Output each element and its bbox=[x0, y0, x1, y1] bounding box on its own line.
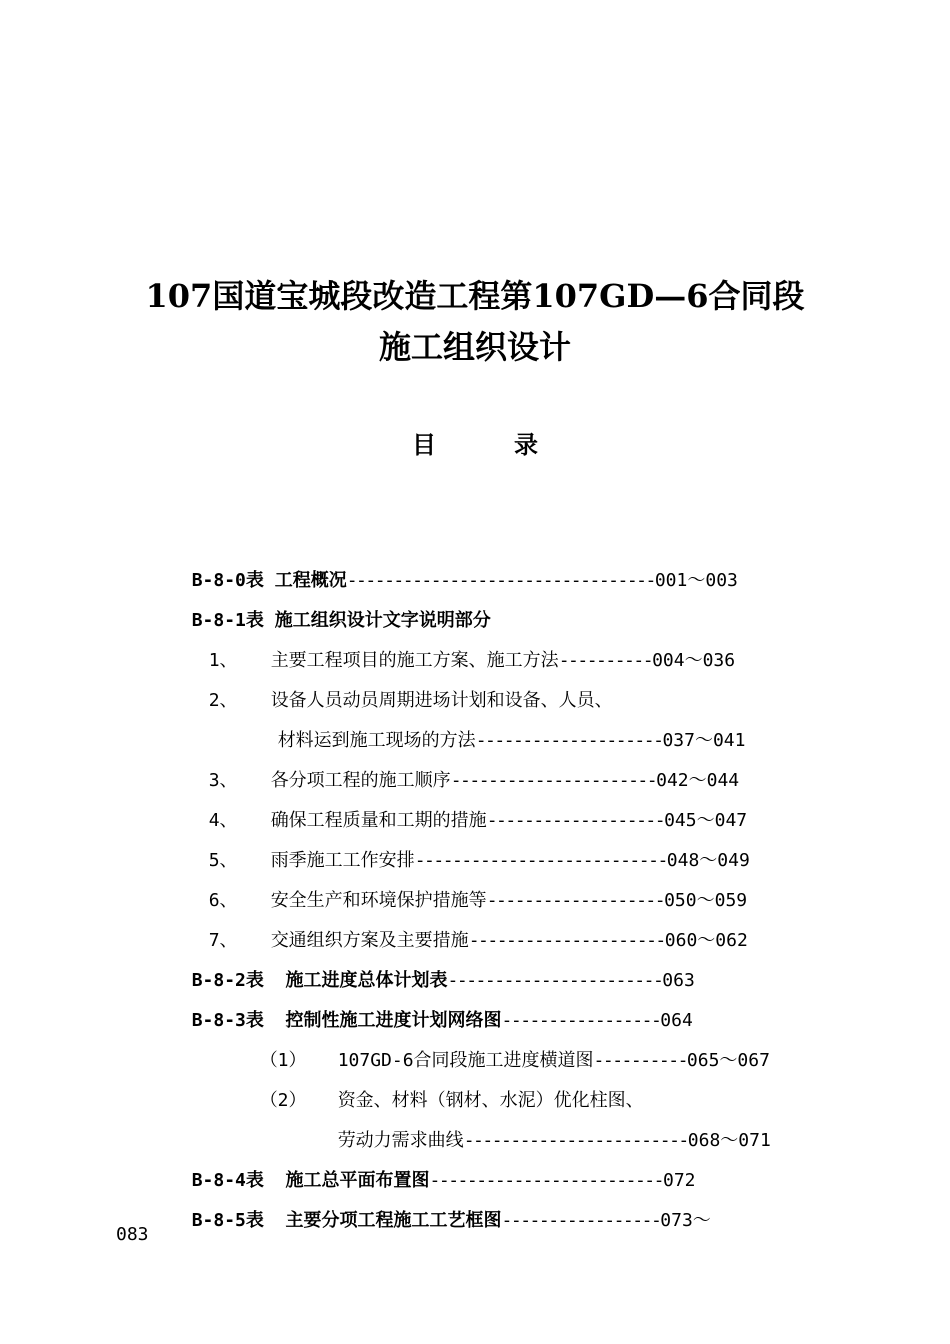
toc-label: B-8-3表 控制性施工进度计划网络图 bbox=[191, 1010, 502, 1031]
toc-number: 6、 bbox=[208, 890, 238, 911]
toc-leader: --------------------- bbox=[468, 930, 665, 951]
toc-leader: --------------------------- bbox=[414, 850, 667, 871]
toc-label: B-8-0表 工程概况 bbox=[191, 570, 347, 591]
toc-label: 资金、材料（钢材、水泥）优化柱图、 bbox=[337, 1090, 644, 1111]
document-title-line-2: 施工组织设计 bbox=[378, 328, 571, 366]
contents-heading-left: 目 bbox=[412, 431, 436, 459]
toc-label: 确保工程质量和工期的措施 bbox=[270, 810, 487, 831]
toc-leader: ----------------- bbox=[501, 1010, 661, 1031]
toc-pages: 060～062 bbox=[664, 930, 748, 951]
toc-pages: 073～ bbox=[660, 1210, 711, 1231]
toc-leader: ------------------------ bbox=[463, 1130, 688, 1151]
toc-label: B-8-5表 主要分项工程施工工艺框图 bbox=[191, 1210, 502, 1231]
toc-label: 雨季施工工作安排 bbox=[270, 850, 415, 871]
toc-leader: ---------- bbox=[593, 1050, 687, 1071]
toc-pages: 065～067 bbox=[686, 1050, 770, 1071]
toc-number: 4、 bbox=[208, 810, 238, 831]
toc-number: 5、 bbox=[208, 850, 238, 871]
toc-leader: ------------------- bbox=[486, 890, 665, 911]
toc-label: 107GD-6合同段施工进度横道图 bbox=[337, 1050, 594, 1071]
toc-leader: ---------- bbox=[558, 650, 653, 671]
toc-pages: 063 bbox=[662, 970, 695, 991]
toc-leader: ----------------- bbox=[501, 1210, 661, 1231]
toc-pages: 068～071 bbox=[687, 1130, 771, 1151]
toc-label: B-8-4表 施工总平面布置图 bbox=[191, 1170, 430, 1191]
toc-pages: 064 bbox=[660, 1010, 693, 1031]
toc-leader: -------------------- bbox=[475, 730, 663, 751]
toc-label: 设备人员动员周期进场计划和设备、人员、 bbox=[270, 690, 613, 711]
contents-heading bbox=[0, 428, 950, 462]
toc-pages: 045～047 bbox=[664, 810, 748, 831]
toc-pages: 042～044 bbox=[656, 770, 740, 791]
toc-leader: ------------------- bbox=[486, 810, 665, 831]
toc-leader: ----------------------- bbox=[447, 970, 663, 991]
toc-label: 各分项工程的施工顺序 bbox=[270, 770, 451, 791]
toc-leader: --------------------------------- bbox=[346, 570, 655, 591]
document-title-line-1: 107国道宝城段改造工程第107GD—6合同段 bbox=[145, 277, 805, 315]
toc-number: （1） bbox=[259, 1050, 307, 1071]
toc-number: （2） bbox=[259, 1090, 307, 1111]
toc-entry bbox=[170, 1182, 711, 1234]
toc-label: B-8-1表 施工组织设计文字说明部分 bbox=[191, 610, 491, 631]
toc-pages: 050～059 bbox=[664, 890, 748, 911]
toc-pages: 004～036 bbox=[652, 650, 736, 671]
toc-label: 安全生产和环境保护措施等 bbox=[270, 890, 487, 911]
toc-label: 材料运到施工现场的方法 bbox=[277, 730, 476, 751]
toc-label: 劳动力需求曲线 bbox=[337, 1130, 464, 1151]
toc-number: 3、 bbox=[208, 770, 238, 791]
toc-number: 7、 bbox=[208, 930, 238, 951]
toc-label: 交通组织方案及主要措施 bbox=[270, 930, 469, 951]
toc-leader: ------------------------- bbox=[429, 1170, 663, 1191]
contents-heading-right: 录 bbox=[514, 431, 538, 459]
toc-pages: 048～049 bbox=[666, 850, 750, 871]
toc-label: 主要工程项目的施工方案、施工方法 bbox=[270, 650, 559, 671]
toc-overflow-page: 083 bbox=[116, 1224, 149, 1245]
toc-leader: ---------------------- bbox=[450, 770, 657, 791]
toc-pages: 037～041 bbox=[662, 730, 746, 751]
toc-label: B-8-2表 施工进度总体计划表 bbox=[191, 970, 448, 991]
toc-pages: 072 bbox=[662, 1170, 696, 1191]
toc-number: 1、 bbox=[208, 650, 238, 671]
toc-pages: 001～003 bbox=[654, 570, 738, 591]
toc-number: 2、 bbox=[208, 690, 238, 711]
